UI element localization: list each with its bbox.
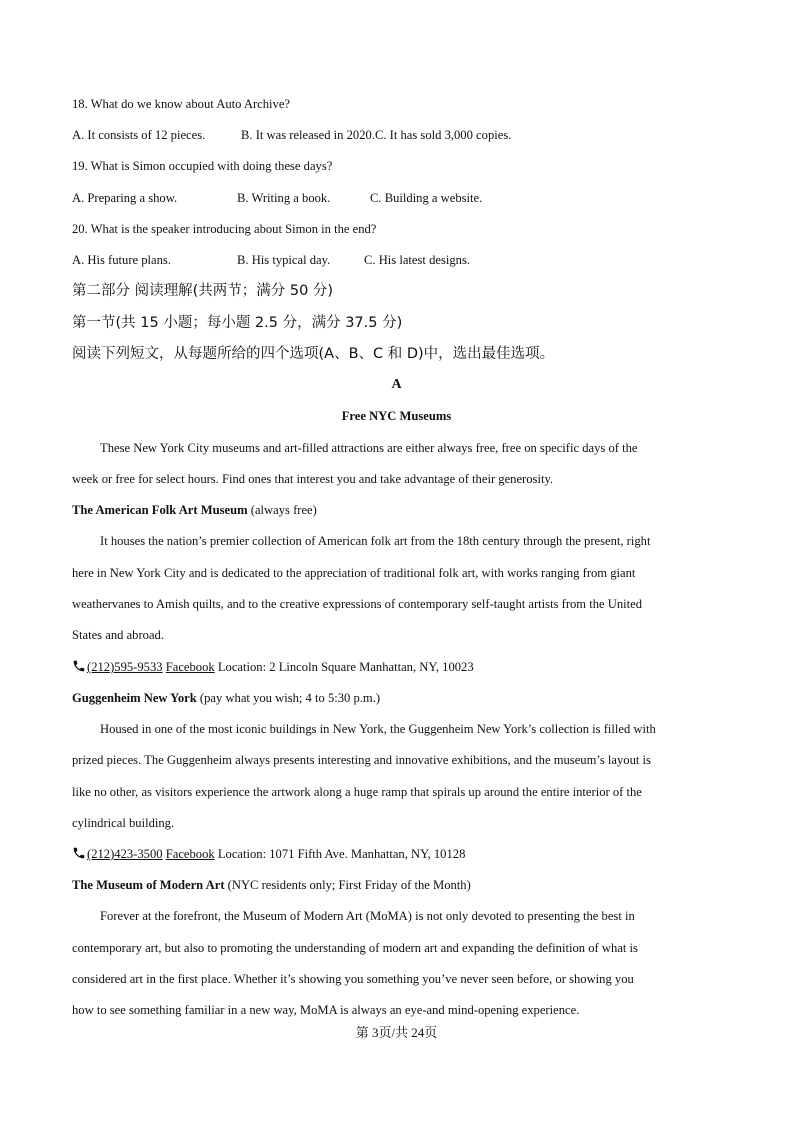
question-19-options	[72, 190, 482, 206]
page-number: 第 3页/共 24页	[355, 1025, 438, 1040]
part-heading: 第二部分 阅读理解(共两节；满分 50 分)	[72, 283, 334, 299]
phone-number-link[interactable]: (212)423-3500	[87, 847, 163, 861]
option-a: A. Preparing a show.	[72, 191, 178, 205]
option-a: A. His future plans.	[72, 253, 171, 267]
question-19-stem: 19. What is Simon occupied with doing these days?	[72, 159, 333, 173]
question-18-stem: 18. What do we know about Auto Archive?	[72, 97, 291, 111]
option-b: B. It was released in 2020.	[241, 128, 375, 142]
passage-letter: A	[391, 377, 402, 392]
phone-number-link[interactable]: (212)595-9533	[87, 660, 163, 674]
museum-name: Guggenheim New York	[72, 691, 197, 705]
museum-heading	[72, 877, 471, 893]
option-b: B. His typical day.	[237, 253, 331, 267]
option-b: B. Writing a book.	[237, 191, 331, 205]
museum-note: (always free)	[247, 503, 317, 517]
museum-contact	[72, 659, 474, 675]
facebook-link[interactable]: Facebook	[165, 660, 215, 674]
phone-icon	[72, 846, 86, 860]
museum-heading	[72, 690, 380, 706]
museum-desc-line: here in New York City and is dedicated to the appreciation of traditional folk art, with works ranging from giant	[72, 566, 636, 580]
museum-note: (pay what you wish; 4 to 5:30 p.m.)	[196, 691, 381, 705]
museum-desc-line: considered art in the first place. Whether it’s showing you something you’ve never seen before, or showing you	[72, 972, 634, 986]
facebook-link[interactable]: Facebook	[165, 847, 215, 861]
museum-desc-line: Forever at the forefront, the Museum of Modern Art (MoMA) is not only devoted to presenting the best in	[100, 909, 635, 923]
passage-title: Free NYC Museums	[341, 409, 452, 423]
intro-line: These New York City museums and art-filled attractions are either always free, free on specific days of the	[100, 441, 638, 455]
museum-desc-line: like no other, as visitors experience the artwork along a huge ramp that spirals up around the entire interior of the	[72, 785, 642, 799]
museum-desc-line: how to see something familiar in a new way, MoMA is always an eye-and mind-opening experience.	[72, 1003, 580, 1017]
question-20-stem: 20. What is the speaker introducing about Simon in the end?	[72, 222, 377, 236]
question-18-options	[72, 127, 511, 143]
option-c: C. His latest designs.	[364, 253, 470, 267]
museum-name: The American Folk Art Museum	[72, 503, 248, 517]
museum-desc-line: prized pieces. The Guggenheim always presents interesting and innovative exhibitions, and the museum’s layout is	[72, 753, 651, 767]
museum-desc-line: Housed in one of the most iconic buildings in New York, the Guggenheim New York’s collection is filled with	[100, 722, 656, 736]
museum-desc-line: States and abroad.	[72, 628, 164, 642]
subsection-heading: 第一节(共 15 小题；每小题 2.5 分，满分 37.5 分)	[72, 315, 403, 331]
museum-name: The Museum of Modern Art	[72, 878, 225, 892]
option-c: C. It has sold 3,000 copies.	[374, 128, 512, 142]
option-c: C. Building a website.	[370, 191, 483, 205]
museum-desc-line: weathervanes to Amish quilts, and to the creative expressions of contemporary self-taught artists from the United	[72, 597, 643, 611]
intro-line: week or free for select hours. Find ones that interest you and take advantage of their generosity.	[72, 472, 554, 486]
museum-note: (NYC residents only; First Friday of the Month)	[224, 878, 471, 892]
question-20-options	[72, 252, 470, 268]
instruction-text: 阅读下列短文，从每题所给的四个选项(A、B、C 和 D)中，选出最佳选项。	[72, 346, 555, 362]
location-text: Location: 2 Lincoln Square Manhattan, NY, 10023	[214, 660, 474, 674]
museum-heading	[72, 502, 317, 518]
museum-desc-line: contemporary art, but also to promoting the understanding of modern art and expanding the definition of what is	[72, 941, 638, 955]
museum-desc-line: It houses the nation’s premier collection of American folk art from the 18th century through the present, right	[100, 534, 651, 548]
phone-icon	[72, 659, 86, 673]
option-a: A. It consists of 12 pieces.	[72, 128, 206, 142]
museum-desc-line: cylindrical building.	[72, 816, 175, 830]
location-text: Location: 1071 Fifth Ave. Manhattan, NY, 10128	[214, 847, 466, 861]
museum-contact	[72, 846, 465, 862]
